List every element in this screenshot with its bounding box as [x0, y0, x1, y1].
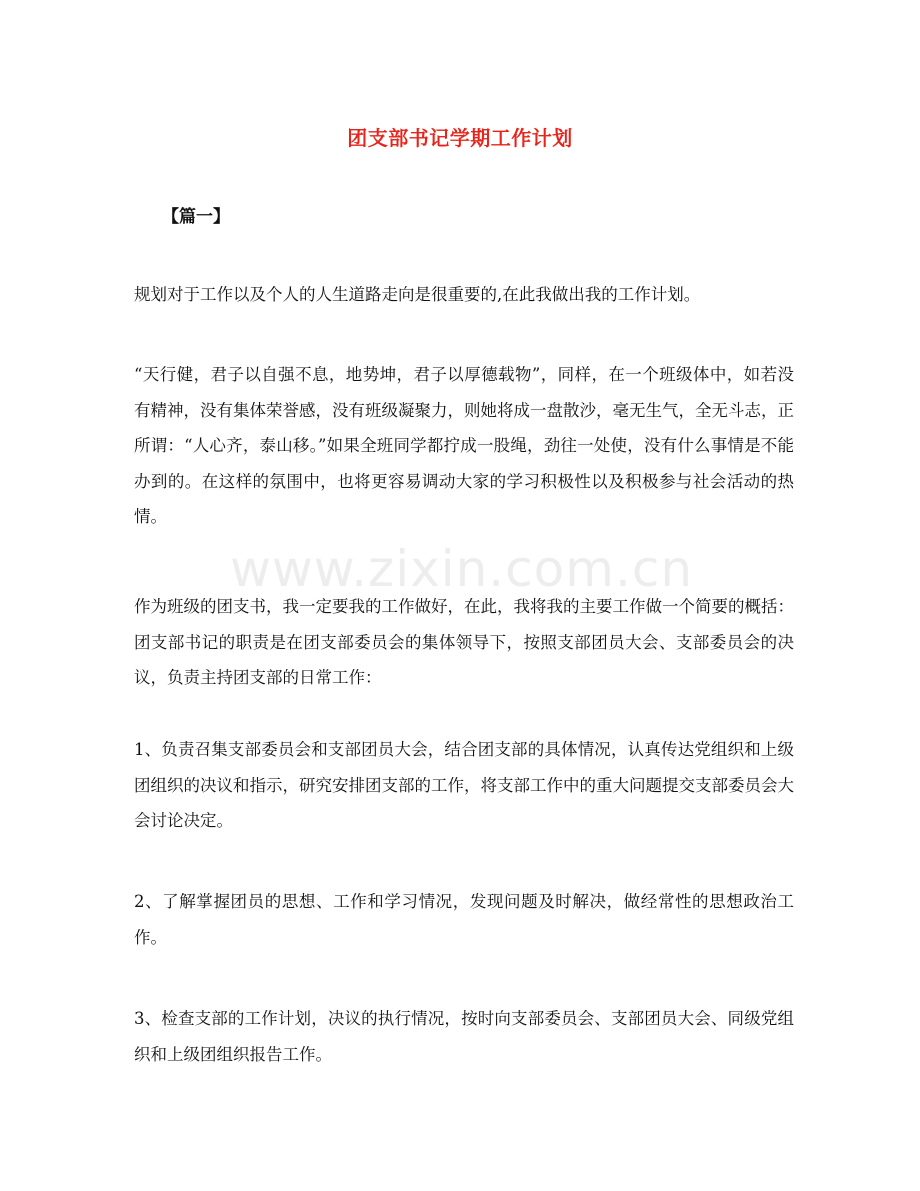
paragraph-duty-1: 1、负责召集支部委员会和支部团员大会，结合团支部的具体情况，认真传达党组织和上级团组织的决议和指示，研究安排团支部的工作，将支部工作中的重大问题提交支部委员会大会讨论决定。 [134, 740, 794, 830]
watermark: www.zixin.com.cn [230, 540, 694, 598]
paragraph-role: 作为班级的团支书，我一定要我的工作做好，在此，我将我的主要工作做一个简要的概括：团支部书记的职责是在团支部委员会的集体领导下，按照支部团员大会、支部委员会的决议，负责主持团支部的日常工作： [134, 597, 794, 687]
paragraph-duty-2: 2、了解掌握团员的思想、工作和学习情况，发现问题及时解决，做经常性的思想政治工作。 [134, 892, 794, 947]
paragraph-motto: “天行健，君子以自强不息，地势坤，君子以厚德载物”，同样，在一个班级体中，如若没有精神，没有集体荣誉感，没有班级凝聚力，则她将成一盘散沙，毫无生气，全无斗志，正所谓：“人心齐，泰山移。”如果全班同学都拧成一股绳，劲往一处使，没有什么事情是不能办到的。在这样的氛围中，也将更容易调动大家的学习积极性以及积极参与社会活动的热情。 [134, 365, 794, 526]
document-title: 团支部书记学期工作计划 [347, 126, 573, 150]
paragraph-duty-3: 3、检查支部的工作计划，决议的执行情况，按时向支部委员会、支部团员大会、同级党组织和上级团组织报告工作。 [134, 1009, 794, 1064]
paragraph-intro: 规划对于工作以及个人的人生道路走向是很重要的,在此我做出我的工作计划。 [134, 285, 701, 304]
section-label: 【篇一】 [162, 207, 230, 227]
